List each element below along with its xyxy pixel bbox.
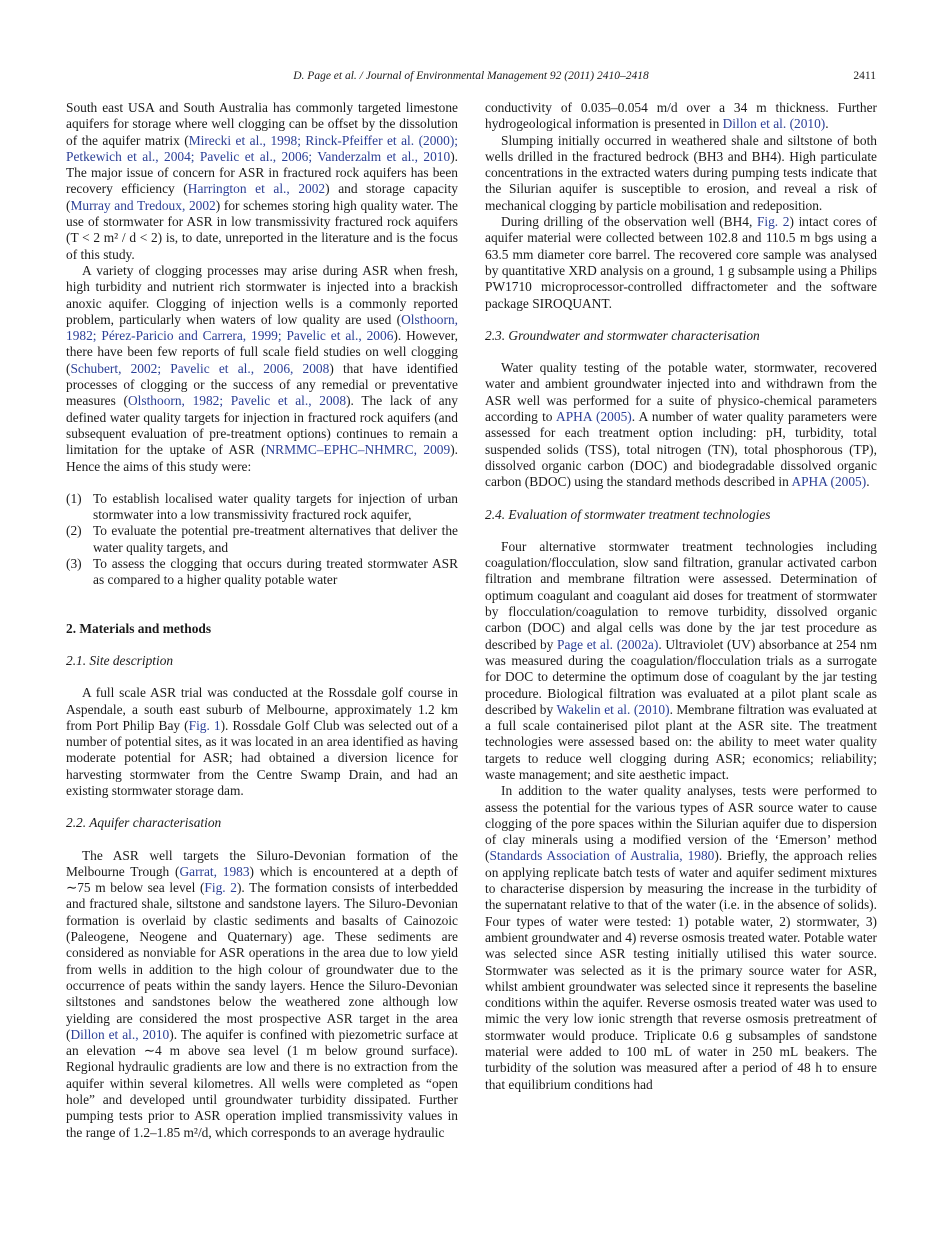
text-run: During drilling of the observation well (BH4, [501, 214, 757, 230]
right-column [485, 100, 877, 1093]
list-number: (3) [66, 556, 82, 572]
citation-link[interactable]: Dillon et al. (2010) [722, 116, 826, 132]
list-item [66, 556, 458, 589]
paragraph [485, 100, 877, 133]
text-run: A variety of clogging processes may arise during ASR when fresh, high turbidity and nutrient rich stormwater is injected into a brackish anoxic aquifer. Clogging of injection wells is a commonly reported problem, particularly when waters of low quality are used ( [66, 262, 458, 327]
list-item [66, 491, 458, 524]
citation-link[interactable]: Page et al. (2002a) [557, 636, 659, 652]
subsection-heading: 2.2. Aquifer characterisation [66, 815, 222, 831]
list-item [66, 523, 458, 556]
citation-link[interactable]: Fig. 1 [188, 717, 221, 733]
text-run: . [866, 474, 870, 490]
text-run: ). The major issue of concern for ASR in fractured rock aquifers has been recovery efficiency ( [66, 148, 458, 197]
subsection-heading: 2.4. Evaluation of stormwater treatment technologies [485, 506, 771, 522]
text-run: ). The lack of any defined water quality targets for injection in fractured rock aquifers (and subsequent evaluation of pre-treatment options) continues to remain a limitation for the uptake of ASR ( [66, 393, 458, 458]
list-text: To evaluate the potential pre-treatment alternatives that deliver the water quality targets, and [93, 523, 458, 555]
text-run: Water quality testing of the potable water, stormwater, recovered water and ambient groundwater injected into and withdrawn from the ASR well was performed for a suite of physico-chemical parameters according to [485, 360, 877, 425]
paragraph [485, 783, 877, 1093]
citation-link[interactable]: APHA (2005) [556, 409, 632, 425]
paragraph [485, 133, 877, 214]
citation-link[interactable]: Schubert, 2002; Pavelic et al., 2006, 2008 [70, 360, 330, 376]
text-run: In addition to the water quality analyses, tests were performed to assess the potential for the various types of ASR source water to cause clogging of the pore spaces within the Silurian aquifer due to dispersion of clay minerals using a modified version of the ‘Emerson’ method ( [485, 783, 877, 864]
citation-link[interactable]: Garrat, 1983 [179, 863, 250, 879]
text-run: The ASR well targets the Siluro-Devonian formation of the Melbourne Trough ( [66, 847, 458, 879]
citation-link[interactable]: Olsthoorn, 1982; Pérez-Paricio and Carrera, 1999; Pavelic et al., 2006 [66, 311, 458, 344]
list-text: To establish localised water quality targets for injection of urban stormwater into a low transmissivity fractured rock aquifer, [93, 490, 458, 523]
citation-link[interactable]: Standards Association of Australia, 1980 [489, 848, 715, 864]
paragraph [66, 263, 458, 475]
page-number: 2411 [853, 70, 876, 82]
citation-link[interactable]: Wakelin et al. (2010) [556, 701, 670, 717]
subsection-heading: 2.1. Site description [66, 652, 174, 668]
paragraph [66, 685, 458, 799]
citation-link[interactable]: APHA (2005) [791, 474, 867, 490]
text-run: ) which is encountered at a depth of ∼75 m below sea level ( [66, 863, 458, 896]
text-run: ). The formation consists of interbedded and fractured shale, siltstone and sandstone layers. The Siluro-Devonian formation is overlaid by clastic sediments and basalts of Cainozoic (Paleogene, Neogene and Quaternary) age. These sediments are considered as nonviable for ASR operations in the area due to low yield from wells in addition to the high colour of groundwater due to the occurrence of peats within the sandy layers. Hence the Siluro-Devonian siltstones and sandstones below the weathered zone although low yielding are considered the most prospective ASR target in the area ( [66, 880, 458, 1042]
section-heading: 2. Materials and methods [66, 620, 212, 636]
text-run: Four alternative stormwater treatment technologies including coagulation/flocculation, slow sand filtration, granular activated carbon filtration and membrane filtration were assessed. Determination of optimum coagulant and coagulant aid doses for treatment of stormwater by flocculation/coagulation to remove turbidity, dissolved organic carbon (DOC) and algal cells was done by the jar test procedure as described by [485, 538, 877, 652]
text-run: Slumping initially occurred in weathered shale and siltstone of both wells drilled in the fractured bedrock (BH3 and BH4). High particulate concentrations in the extracted waters during pumping tests indicate that the Silurian aquifer is susceptible to erosion, and reveal a risk of mechanical clogging by particle mobilisation and redeposition. [485, 132, 877, 213]
text-run: A full scale ASR trial was conducted at the Rossdale golf course in Aspendale, a south east suburb of Melbourne, approximately 1.2 km from Port Philip Bay ( [66, 685, 458, 733]
text-run: ) intact cores of aquifer material were collected between 102.8 and 110.5 m bgs using a 63.5 mm diameter core barrel. The recovered core sample was analysed by quantitative XRD analysis on a ground, 1 g subsample using a Philips PW1710 microprocessor-controlled diffractometer and the software package SIROQUANT. [485, 214, 877, 311]
citation-link[interactable]: Olsthoorn, 1982; Pavelic et al., 2008 [127, 393, 347, 409]
citation-link[interactable]: Mirecki et al., 1998; Rinck-Pfeiffer et al. (2000); Petkewich et al., 2004; Pavelic et al., 2006; Vanderzalm et al., 2010 [66, 132, 458, 164]
text-run: . A number of water quality parameters were assessed for each treatment option including: pH, turbidity, total suspended solids (TSS), total nitrogen (TN), total phosphorous (TP), dissolved organic carbon (DOC) and biodegradable dissolved organic carbon (BDOC) using the standard methods described in [485, 409, 877, 490]
text-run: ) and storage capacity ( [66, 181, 458, 213]
list-number: (1) [66, 490, 82, 506]
text-run: South east USA and South Australia has commonly targeted limestone aquifers for storage where well clogging can be offset by the dissolution of the aquifer matrix ( [66, 100, 458, 148]
text-run: ). The aquifer is confined with piezometric surface at an elevation ∼4 m above sea level (1 m below ground surface). Regional hydraulic gradients are low and there is no extraction from the aquifer within several kilometres. All wells were completed as “open hole” and developed until groundwater turbidity dissipated. Further pumping tests prior to ASR operation implied transmissivity values in the range of 1.2–1.85 m²/d, which corresponds to an average hydraulic [66, 1026, 458, 1140]
text-run: . [825, 116, 829, 132]
paragraph [66, 100, 458, 263]
text-run: . Ultraviolet (UV) absorbance at 254 nm was measured during the coagulation/flocculation trials as a surrogate for DOC to determine the optimum dose of coagulant by the jar testing procedure. Biological filtration was evaluated at a pilot plant scale as described by [485, 636, 877, 717]
aims-list [66, 491, 458, 589]
paragraph [485, 360, 877, 490]
text-run: ). Hence the aims of this study were: [66, 442, 458, 474]
text-run: ). Briefly, the approach relies on applying replicate batch tests of water and aquifer sediment mixtures to characterise dispersion by measuring the increase in the turbidity of the supernatant relative to that of the water (i.e. in the absence of solids). Four types of water were tested: 1) potable water, 2) stormwater, 3) ambient groundwater and 4) reverse osmosis treated water. Potable water was selected since ASR testing initially utilised this water source. Stormwater was selected as it is the primary source water for ASR, whilst ambient groundwater was selected since it represents the baseline conditions within the aquifer. Reverse osmosis treated water was used to mimic the very low ionic strength that reverse osmosis pretreatment of stormwater would produce. Triplicate 0.6 g subsamples of sandstone material were added to 100 mL of water in 250 mL beakers. The turbidity of the solution was measured after a period of 48 h to ensure that equilibrium conditions had [485, 848, 877, 1092]
citation-link[interactable]: Fig. 2 [204, 880, 237, 896]
citation-link[interactable]: Murray and Tredoux, 2002 [70, 197, 216, 213]
citation-link[interactable]: Harrington et al., 2002 [187, 181, 326, 197]
text-run: ) for schemes storing high quality water. The use of stormwater for ASR in low transmissivity fractured rock aquifers (T < 2 m² / d < 2) is, to date, unreported in the literature and is the focus of this study. [66, 197, 458, 262]
text-run: ). However, there have been few reports of full scale field studies on well clogging ( [66, 328, 459, 376]
text-run: ) that have identified processes of clogging or the success of any remedial or preventative measures ( [66, 360, 458, 409]
text-run: ). Rossdale Golf Club was selected out of a number of potential sites, as it was located in an area identified as having moderate potential for ASR; had obtained a diversion licence for harvesting stormwater from the Centre Swamp Drain, and had an existing stormwater storage dam. [66, 717, 458, 798]
text-run: . Membrane filtration was evaluated at a full scale containerised pilot plant at the ASR site. The treatment technologies were assessed based on: the ability to meet water quality targets to reduce well clogging during ASR; economics; reliability; waste management; and site aesthetic impact. [485, 701, 877, 782]
citation-link[interactable]: NRMMC–EPHC–NHMRC, 2009 [265, 442, 451, 458]
paragraph [66, 848, 458, 1141]
list-text: To assess the clogging that occurs during treated stormwater ASR as compared to a higher quality potable water [93, 556, 458, 588]
subsection-heading: 2.3. Groundwater and stormwater characterisation [485, 327, 760, 343]
citation-link[interactable]: Fig. 2 [756, 214, 790, 230]
left-column [66, 100, 458, 1141]
citation-link[interactable]: Dillon et al., 2010 [70, 1026, 170, 1042]
paragraph [485, 214, 877, 312]
running-title: D. Page et al. / Journal of Environmental Management 92 (2011) 2410–2418 [293, 70, 649, 82]
text-run: conductivity of 0.035–0.054 m/d over a 34 m thickness. Further hydrogeological information is presented in [485, 100, 877, 132]
list-number: (2) [66, 523, 82, 539]
paragraph [485, 539, 877, 783]
